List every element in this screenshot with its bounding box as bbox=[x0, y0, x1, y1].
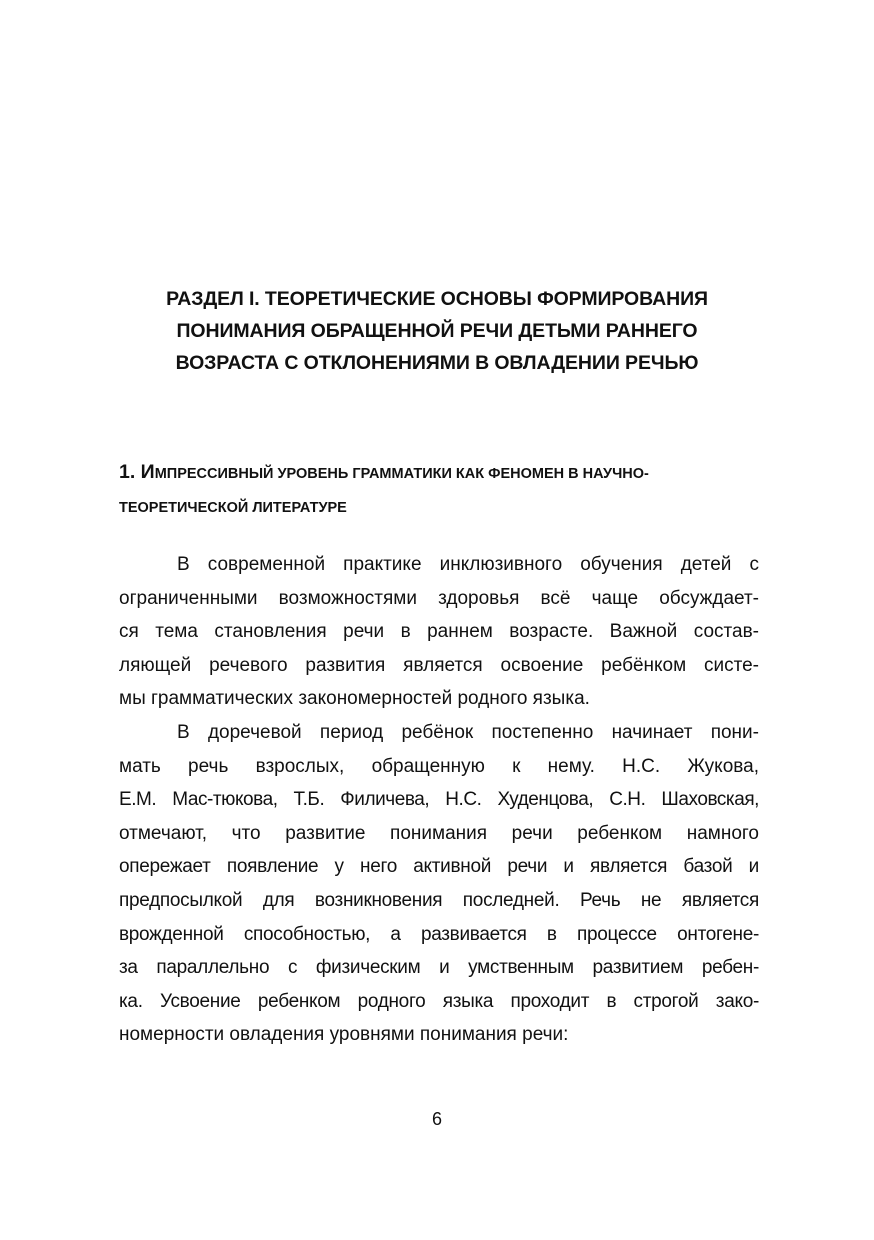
paragraph bbox=[119, 548, 759, 716]
text-line: за параллельно с физическим и умственным развитием ребен- bbox=[119, 957, 759, 979]
section-title-line: ВОЗРАСТА С ОТКЛОНЕНИЯМИ В ОВЛАДЕНИИ РЕЧЬЮ bbox=[175, 352, 699, 374]
text-line: В современной практике инклюзивного обучения детей с bbox=[177, 554, 759, 575]
text-line: ка. Усвоение ребенком родного языка проходит в строгой зако- bbox=[119, 990, 759, 1012]
text-line: В доречевой период ребёнок постепенно начинает пони- bbox=[177, 721, 759, 743]
page-number: 6 bbox=[431, 1109, 442, 1129]
chapter-title-line: ТЕОРЕТИЧЕСКОЙ ЛИТЕРАТУРЕ bbox=[119, 500, 347, 516]
text-line: предпосылкой для возникновения последней. Речь не является bbox=[119, 889, 759, 911]
section-title-line: ПОНИМАНИЯ ОБРАЩЕННОЙ РЕЧИ ДЕТЬМИ РАННЕГО bbox=[176, 320, 698, 342]
text-line: ся тема становления речи в раннем возрасте. Важной состав- bbox=[119, 621, 759, 643]
chapter-title bbox=[119, 455, 759, 525]
body-text bbox=[119, 548, 759, 1052]
text-line: Е.М. Мас-тюкова, Т.Б. Филичева, Н.С. Худенцова, С.Н. Шаховская, bbox=[119, 789, 759, 811]
text-line: врожденной способностью, а развивается в процессе онтогене- bbox=[119, 923, 759, 945]
text-line: мать речь взрослых, обращенную к нему. Н.С. Жукова, bbox=[119, 755, 759, 777]
text-line: отмечают, что развитие понимания речи ребенком намного bbox=[119, 822, 759, 844]
text-line: ляющей речевого развития является освоение ребёнком систе- bbox=[119, 654, 759, 676]
section-title bbox=[0, 283, 874, 379]
chapter-title-number: 1. И bbox=[119, 461, 155, 483]
chapter-title-text: МПРЕССИВНЫЙ УРОВЕНЬ ГРАММАТИКИ КАК ФЕНОМЕН В НАУЧНО- bbox=[154, 466, 649, 482]
chapter-title-line bbox=[119, 455, 759, 491]
text-line: опережает появление у него активной речи и является базой и bbox=[119, 856, 759, 878]
text-line: номерности овладения уровнями понимания речи: bbox=[119, 1024, 569, 1046]
text-line: ограниченными возможностями здоровья всё чаще обсуждает- bbox=[119, 587, 759, 609]
section-title-line: РАЗДЕЛ I. ТЕОРЕТИЧЕСКИЕ ОСНОВЫ ФОРМИРОВАНИЯ bbox=[166, 288, 708, 310]
text-line: мы грамматических закономерностей родного языка. bbox=[119, 688, 590, 710]
paragraph bbox=[119, 716, 759, 1052]
